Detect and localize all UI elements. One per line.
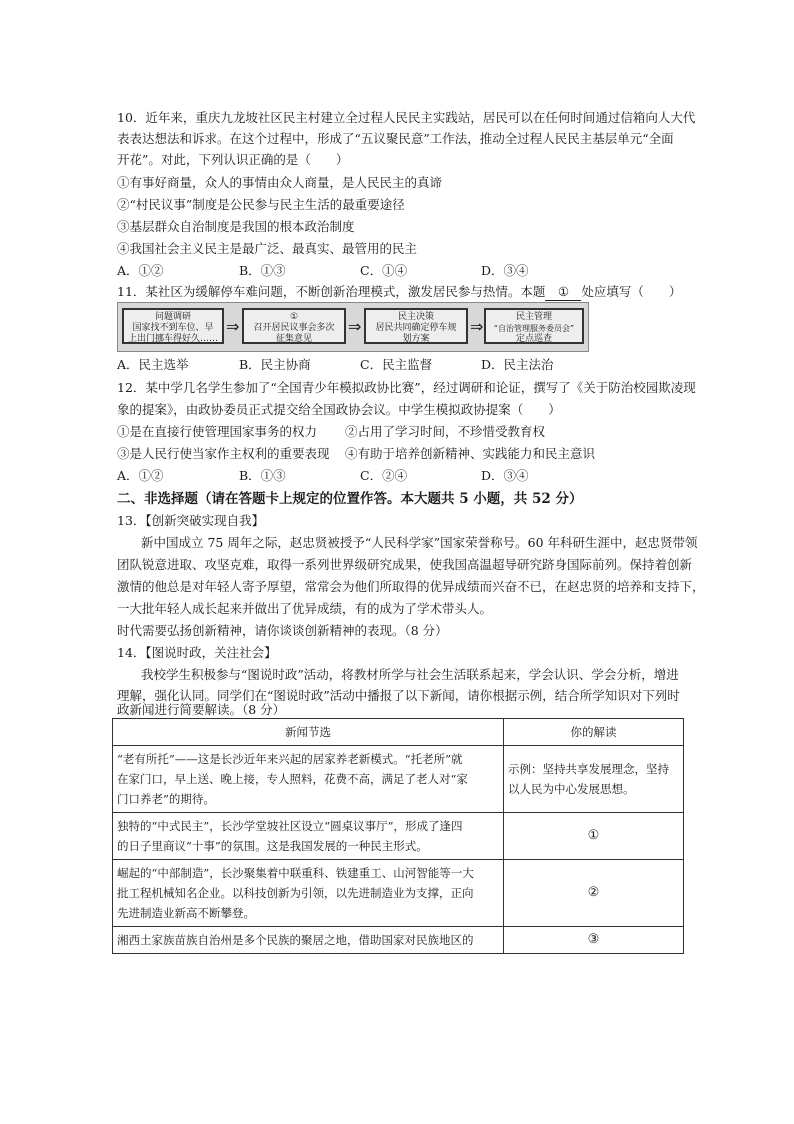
q11-option-c: C．民主监督 <box>360 357 433 372</box>
flow-box-decision-line2: 居民共同确定停车规 <box>375 323 457 333</box>
news-cell <box>113 927 504 954</box>
answer-line: 以人民为中心发展思想。 <box>508 782 635 796</box>
q12-statement-3: ③是人民行使当家作主权利的重要表现 <box>117 446 330 461</box>
news-line: 独特的“中式民主”，长沙学堂坡社区设立“圆桌议事厅”，形成了逢四 <box>117 819 463 833</box>
q10-statement-3: ③基层群众自治制度是我国的根本政治制度 <box>117 219 355 234</box>
q10-statement-4: ④我国社会主义民主是最广泛、最真实、最管用的民主 <box>117 241 418 256</box>
flow-box-management <box>484 308 584 344</box>
q14-para-line3: 政新闻进行简要解读。（8 分） <box>117 702 286 717</box>
q11-stem <box>117 284 681 301</box>
answer-cell-3[interactable]: ③ <box>504 927 684 954</box>
news-cell <box>113 746 504 813</box>
flow-box-decision-title: 民主决策 <box>397 312 434 322</box>
flow-box-consult-line3: 征集意见 <box>275 334 312 344</box>
q10-option-c: C．①④ <box>360 263 408 278</box>
news-cell <box>113 860 504 927</box>
flow-box-decision <box>364 308 468 344</box>
flow-arrow-2: ⇒ <box>348 317 362 336</box>
q10-stem-line2: 表表达想法和诉求。在这个过程中，形成了“五议聚民意”工作法，推动全过程人民民主基层单元“全面 <box>117 131 674 146</box>
q14-para-line2: 理解，强化认同。同学们在“图说时政”活动中播报了以下新闻，请你根据示例，结合所学知识对下列时 <box>117 688 680 703</box>
answer-cell-1[interactable]: ① <box>504 813 684 860</box>
news-table <box>112 718 684 954</box>
q13-para-line3: 激情的他总是对年轻人寄予厚望，常常会为他们所取得的优异成绩而兴奋不已，在赵忠贤的培养和支持下， <box>117 579 705 594</box>
section-2-heading: 二、非选择题（请在答题卡上规定的位置作答。本大题共 5 小题，共 52 分） <box>117 491 583 507</box>
table-row <box>113 813 684 860</box>
q10-option-a: A．①② <box>117 263 164 278</box>
q13-para-line2: 团队锐意进取、攻坚克难，取得一系列世界级研究成果，使我国高温超导研究跻身国际前列。保持着创新 <box>117 557 693 572</box>
answer-cell-2[interactable]: ② <box>504 860 684 927</box>
q10-stem-line1: 10．近年来，重庆九龙坡社区民主村建立全过程人民民主实践站，居民可以在任何时间通过信箱向人大代 <box>117 110 696 125</box>
q12-statement-4: ④有助于培养创新精神、实践能力和民主意识 <box>345 446 596 461</box>
q12-stem-line1: 12．某中学几名学生参加了“全国青少年模拟政协比赛”，经过调研和论证，撰写了《关于防治校园欺凌现 <box>117 380 696 395</box>
q11-stem-part-a: 11．某社区为缓解停车难问题，不断创新治理模式，激发居民参与热情。本题 <box>117 284 546 299</box>
table-header-answer: 你的解读 <box>504 719 684 746</box>
q10-option-d: D．③④ <box>481 263 529 278</box>
flow-arrow-1: ⇒ <box>226 317 240 336</box>
q11-blank: ① <box>545 284 581 301</box>
news-cell <box>113 813 504 860</box>
news-line: 的日子里商议“十事”的氛围。这是我国发展的一种民主形式。 <box>117 839 428 853</box>
q12-option-d: D．③④ <box>481 468 529 483</box>
flow-box-decision-line3: 划方案 <box>402 334 430 344</box>
q11-stem-part-b: 处应填写（ ） <box>581 284 682 299</box>
flow-box-research <box>122 308 224 344</box>
table-header-row <box>113 719 684 746</box>
news-line: 在家门口，早上送、晚上接，专人照料，花费不高，满足了老人对“家 <box>117 772 468 786</box>
q11-flow-diagram <box>117 302 589 352</box>
flow-box-consult-line2: 召开居民议事会多次 <box>253 323 335 333</box>
table-header-news: 新闻节选 <box>113 719 504 746</box>
answer-cell-example <box>504 746 684 813</box>
table-row <box>113 860 684 927</box>
q13-para-line4: 一大批年轻人成长起来并做出了优异成绩，有的成为了学术带头人。 <box>117 601 493 616</box>
q11-option-d: D．民主法治 <box>481 357 554 372</box>
q12-statement-2: ②占用了学习时间，不珍惜受教育权 <box>345 424 546 439</box>
q10-option-b: B．①③ <box>239 263 286 278</box>
flow-box-research-title: 问题调研 <box>154 312 191 322</box>
q13-question: 时代需要弘扬创新精神，请你谈谈创新精神的表现。（8 分） <box>117 623 448 638</box>
flow-box-management-line2: “自治管理服务委员会” <box>493 324 575 333</box>
news-line: 批工程机械知名企业。以科技创新为引领，以先进制造业为支撑，正向 <box>117 886 474 900</box>
flow-box-consult <box>242 308 346 344</box>
flow-box-research-line2: 国家找不到车位、早 <box>132 323 214 333</box>
q12-stem-line2: 象的提案》，由政协委员正式提交给全国政协会议。中学生模拟政协提案（ ） <box>117 402 561 417</box>
news-line: “老有所托”——这是长沙近年来兴起的居家养老新模式。“托老所”就 <box>117 752 463 766</box>
q12-option-a: A．①② <box>117 468 164 483</box>
q10-statement-2: ②“村民议事”制度是公民参与民主生活的最重要途径 <box>117 197 405 212</box>
table-row <box>113 927 684 954</box>
q14-para-line1: 我校学生积极参与“图说时政”活动，将教材所学与社会生活联系起来，学会认识、学会分析，增进 <box>141 667 679 682</box>
flow-box-research-line3: 上出门挪车得好久…… <box>127 334 218 344</box>
q11-option-a: A．民主选举 <box>117 357 189 372</box>
q11-option-b: B．民主协商 <box>239 357 311 372</box>
table-row <box>113 746 684 813</box>
q12-option-c: C．②④ <box>360 468 408 483</box>
news-line: 门口养老”的期待。 <box>117 792 215 806</box>
news-line: 崛起的“中部制造”，长沙聚集着中联重科、铁建重工、山河智能等一大 <box>117 866 474 880</box>
q12-option-b: B．①③ <box>239 468 286 483</box>
flow-box-management-title: 民主管理 <box>515 312 552 322</box>
q14-title: 14．【图说时政，关注社会】 <box>117 645 277 660</box>
news-line: 先进制造业新高不断攀登。 <box>117 906 255 920</box>
q10-statement-1: ①有事好商量，众人的事情由众人商量，是人民民主的真谛 <box>117 175 443 190</box>
q10-stem-line3: 开花”。对此，下列认识正确的是（ ） <box>117 152 349 167</box>
answer-line: 示例：坚持共享发展理念，坚持 <box>508 762 669 776</box>
news-line: 湘西土家族苗族自治州是多个民族的聚居之地，借助国家对民族地区的 <box>117 933 474 947</box>
q12-statement-1: ①是在直接行使管理国家事务的权力 <box>117 424 318 439</box>
q13-para-line1: 新中国成立 75 周年之际，赵忠贤被授予“人民科学家”国家荣誉称号。60 年科研生涯中，赵忠贤带领 <box>141 535 698 550</box>
q13-title: 13．【创新突破实现自我】 <box>117 513 265 528</box>
flow-arrow-3: ⇒ <box>470 317 484 336</box>
flow-box-management-line3: 定点巡查 <box>515 334 552 344</box>
flow-box-consult-title: ① <box>289 312 299 322</box>
